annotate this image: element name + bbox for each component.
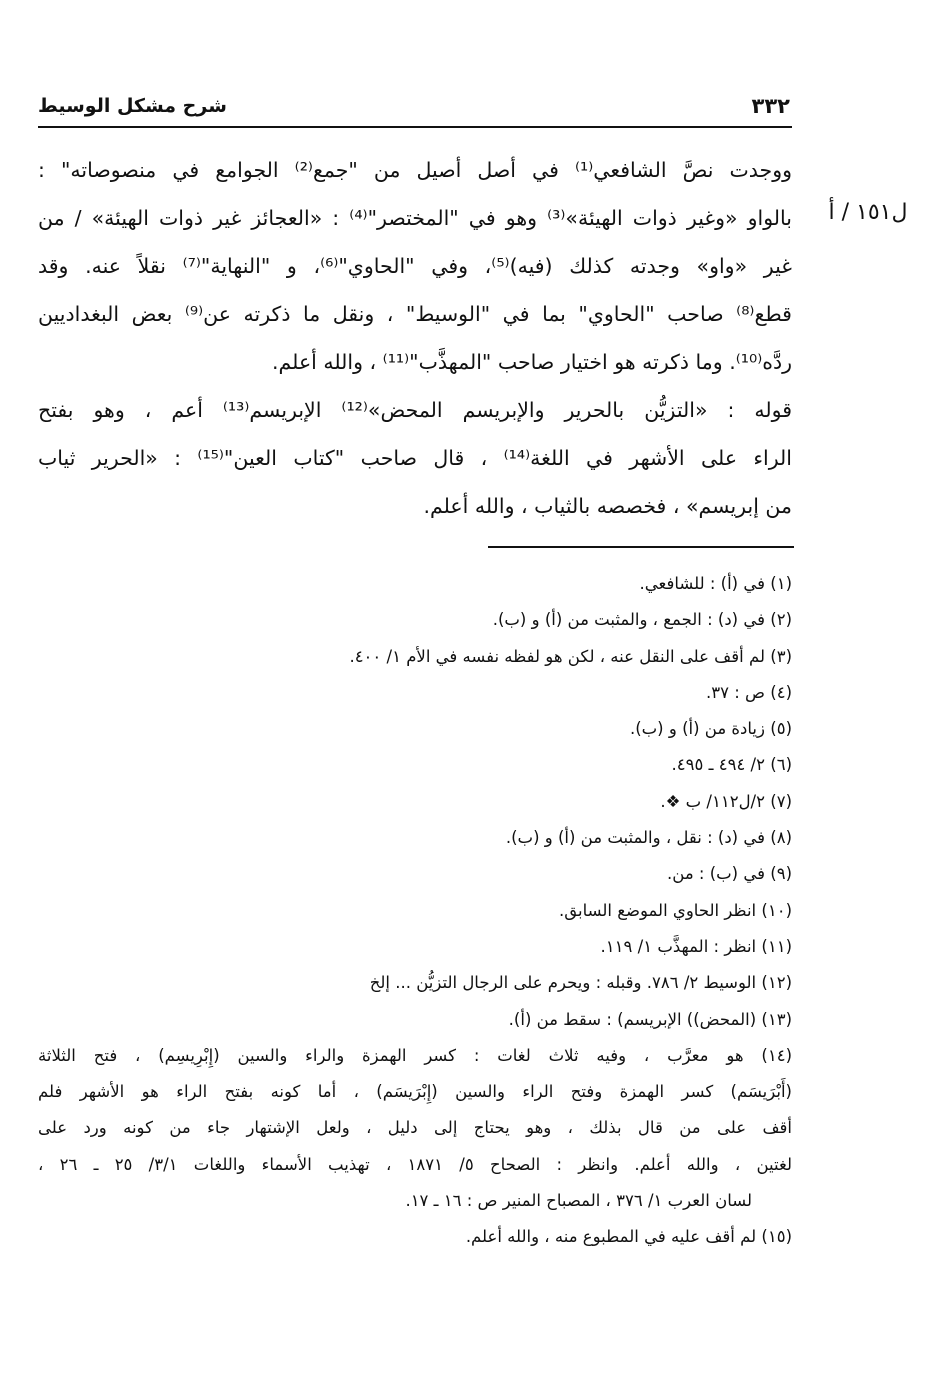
body-line: قوله : «التزيُّن بالحرير والإبريسم المحض»⁽¹²⁾ الإبريسم⁽¹³⁾ أعم ، وهو بفتح (38, 398, 792, 422)
footnote: (٧) ٢/ل١١٢/ ب ❖. (660, 791, 792, 811)
body-line: قطع⁽⁸⁾ صاحب "الحاوي" بما في "الوسيط" ، ونقل ما ذكرته عن⁽⁹⁾ بعض البغداديين (38, 302, 792, 326)
footnote: (١٣) (المحض)) الإبريسم) : سقط من (أ). (508, 1009, 792, 1029)
footnote-separator (488, 546, 794, 548)
footnote-continuation: (أَبْرَيسَم) كسر الهمزة وفتح الراء والسين (إِبْرَيسَم) ، أما كونه بفتح الراء هو الأشهر فلم (38, 1082, 792, 1102)
footnote: (٤) ص : ٣٧. (706, 682, 792, 702)
footnote: (١٤) هو معرَّب ، وفيه ثلاث لغات : كسر الهمزة والراء والسين (إِبْرِيسِم) ، فتح الثلاثة (38, 1045, 792, 1065)
header-divider (38, 126, 792, 128)
body-line: بالواو «وغير ذوات الهيئة»⁽³⁾ وهو في "المختصر"⁽⁴⁾ : «العجائز غير ذوات الهيئة» / من (38, 206, 792, 230)
body-line: من إبريسم» ، فخصصه بالثياب ، والله أعلم. (423, 494, 792, 518)
footnote: (١١) انظر : المهذَّب ١/ ١١٩. (600, 936, 792, 956)
footnote: (١٠) انظر الحاوي الموضع السابق. (559, 900, 792, 920)
footnote: (٦) ٢/ ٤٩٤ ـ ٤٩٥. (671, 755, 792, 775)
running-title: شرح مشكل الوسيط (38, 95, 227, 117)
footnote: (٩) في (ب) : من. (667, 864, 792, 884)
page-number: ٣٣٢ (751, 94, 790, 118)
footnote-continuation: لسان العرب ١/ ٣٧٦ ، المصباح المنير ص : ١٦ ـ ١٧. (405, 1191, 752, 1211)
body-line: ووجدت نصَّ الشافعي⁽¹⁾ في أصل أصيل من "جمع⁽²⁾ الجوامع في منصوصاته" : (38, 158, 792, 182)
footnote: (١٢) الوسيط ٢/ ٧٨٦. وقبله : ويحرم على الرجال التزيُّن ... إلخ (369, 973, 792, 993)
page-header (38, 92, 790, 120)
footnote: (٥) زيادة من (أ) و (ب). (629, 719, 792, 739)
footnote: (٨) في (د) : نقل ، والمثبت من (أ) و (ب). (505, 828, 792, 848)
footnote: (٢) في (د) : الجمع ، والمثبت من (أ) و (ب). (492, 610, 792, 630)
footnote: (١٥) لم أقف عليه في المطبوع منه ، والله أعلم. (465, 1227, 792, 1247)
body-line: غير «واو» وجدته كذلك (فيه)⁽⁵⁾، وفي "الحاوي"⁽⁶⁾، و "النهاية"⁽⁷⁾ نقلاً عنه. وقد (38, 254, 792, 278)
footnote: (٣) لم أقف على النقل عنه ، لكن هو لفظه نفسه في الأم ١/ ٤٠٠. (349, 646, 792, 666)
body-line: الراء على الأشهر في اللغة⁽¹⁴⁾ ، قال صاحب "كتاب العين"⁽¹⁵⁾ : «الحرير ثياب (38, 446, 792, 470)
footnote-continuation: لغتين ، والله أعلم. وانظر : الصحاح ٥/ ١٨٧١ ، تهذيب الأسماء واللغات ٣/١/ ٢٥ ـ ٢٦ ، (38, 1154, 792, 1174)
manuscript-folio-marker: ل١٥١ / أ (828, 200, 908, 225)
main-text (38, 146, 792, 530)
footnotes (38, 566, 792, 1256)
body-line: ردَّه⁽¹⁰⁾. وما ذكرته هو اختيار صاحب "المهذَّب"⁽¹¹⁾ ، والله أعلم. (272, 350, 792, 374)
footnote-continuation: أقف على من قال بذلك ، وهو يحتاج إلى دليل ، ولعل الإشتهار جاء من كونه ورد على (38, 1118, 792, 1138)
footnote: (١) في (أ) : للشافعي. (639, 574, 792, 593)
